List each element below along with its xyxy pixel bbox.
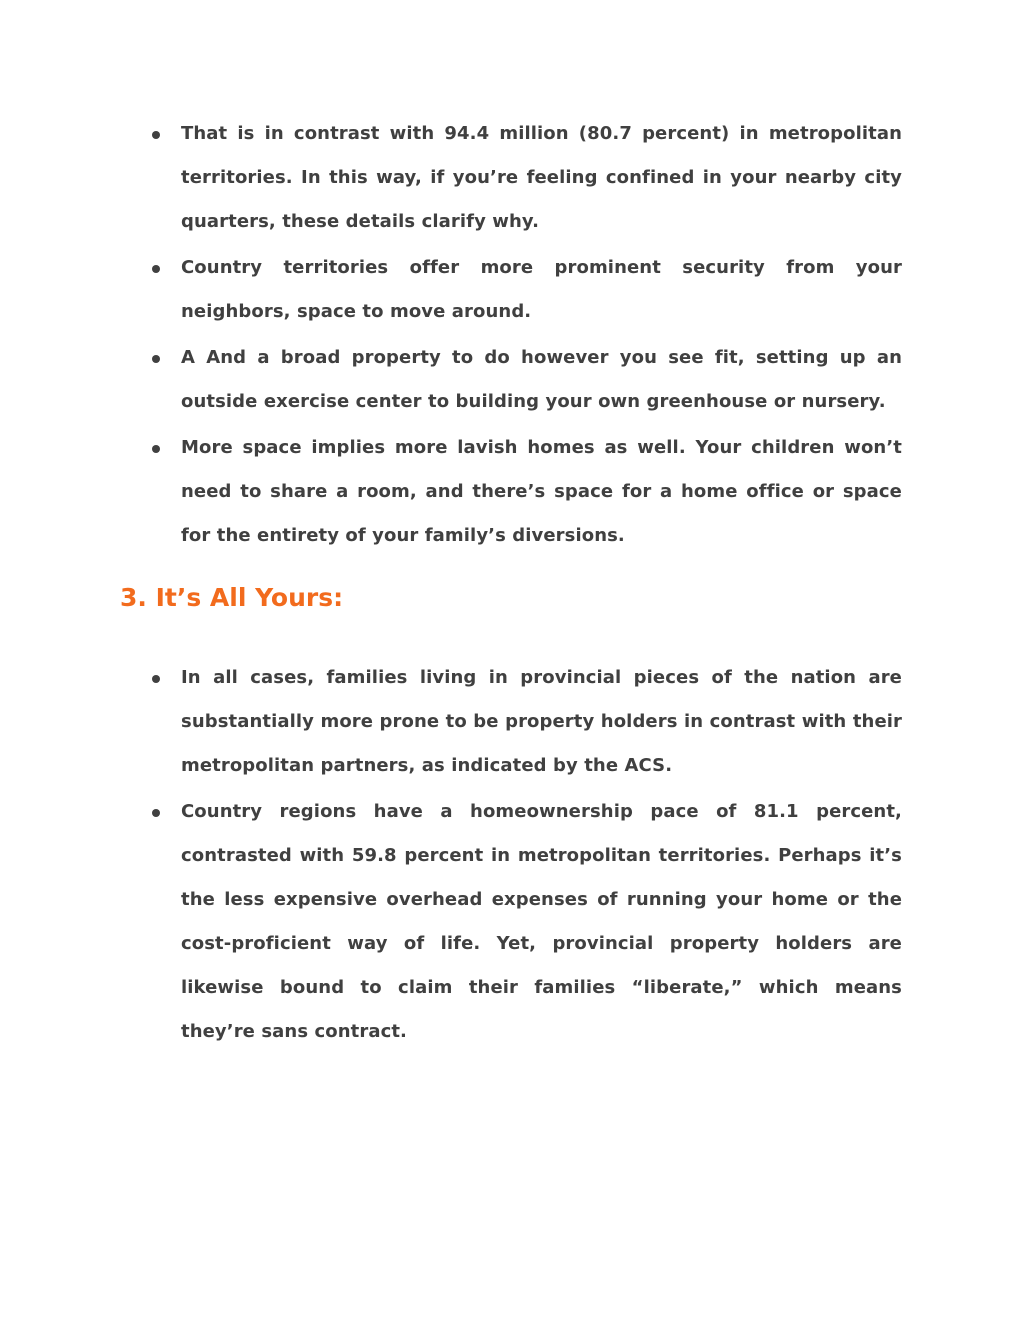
list-item bbox=[150, 656, 902, 788]
section-heading: 3. It’s All Yours: bbox=[120, 583, 344, 612]
list-item-text: More space implies more lavish homes as well. Your children won’t need to share a room, and there’s space for a home office or space for the entirety of your family’s diversions. bbox=[181, 437, 902, 546]
list-item-text: A And a broad property to do however you see fit, setting up an outside exercise center to building your own greenhouse or nursery. bbox=[181, 347, 902, 412]
bullet-dot-icon bbox=[152, 809, 160, 817]
list-item bbox=[150, 790, 902, 1054]
bullet-dot-icon bbox=[152, 445, 160, 453]
bullet-dot-icon bbox=[152, 131, 160, 139]
list-item bbox=[150, 112, 902, 244]
bullet-dot-icon bbox=[152, 675, 160, 683]
list-item bbox=[150, 336, 902, 424]
list-item-text: Country territories offer more prominent security from your neighbors, space to move around. bbox=[181, 257, 902, 322]
list-item bbox=[150, 246, 902, 334]
bullet-list-homeownership bbox=[150, 656, 902, 1056]
bullet-list-living-space bbox=[150, 112, 902, 560]
bullet-dot-icon bbox=[152, 355, 160, 363]
list-item bbox=[150, 426, 902, 558]
list-item-text: Country regions have a homeownership pace of 81.1 percent, contrasted with 59.8 percent in metropolitan territories. Perhaps it’s the less expensive overhead expenses of running your home or the cost-proficient way of life. Yet, provincial property holders are likewise bound to claim their families “liberate,” which means they’re sans contract. bbox=[181, 801, 902, 1042]
list-item-text: In all cases, families living in provincial pieces of the nation are substantially more prone to be property holders in contrast with their metropolitan partners, as indicated by the ACS. bbox=[181, 667, 902, 776]
list-item-text: That is in contrast with 94.4 million (80.7 percent) in metropolitan territories. In this way, if you’re feeling confined in your nearby city quarters, these details clarify why. bbox=[181, 123, 902, 232]
bullet-dot-icon bbox=[152, 265, 160, 273]
